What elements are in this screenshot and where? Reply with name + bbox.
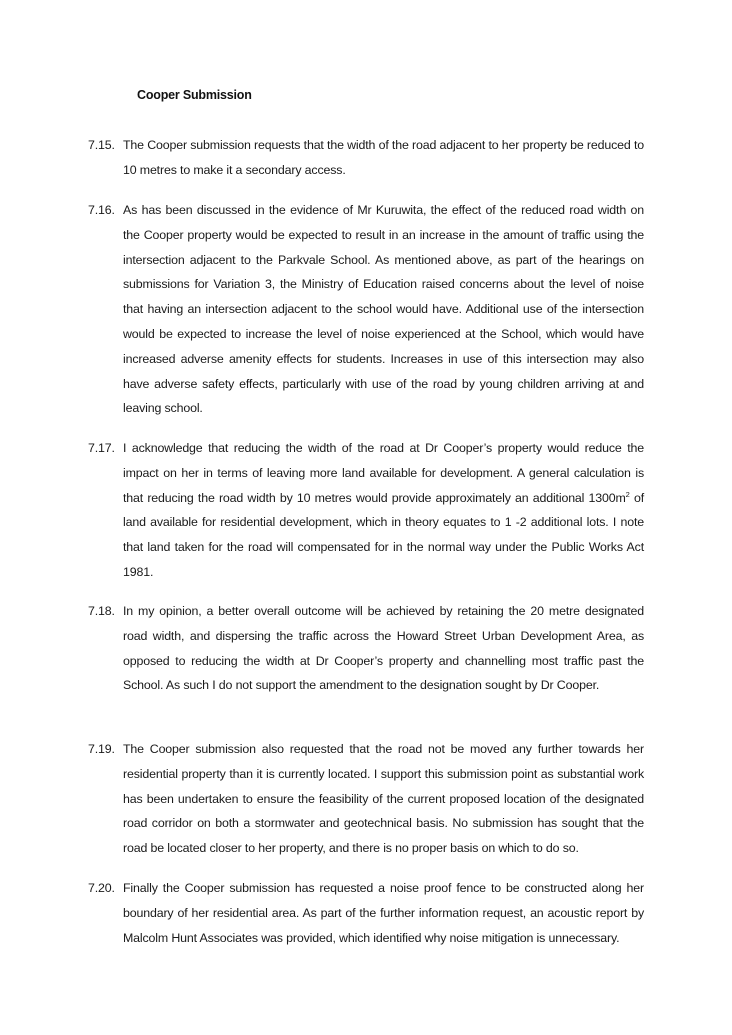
paragraph-text: As has been discussed in the evidence of Mr Kuruwita, the effect of the reduced road width on the Cooper property would be expected to result in an increase in the amount of traffic using the intersection adjacent to the Parkvale School. As mentioned above, as part of the hearings on submissions for Variation 3, the Ministry of Education raised concerns about the level of noise that having an intersection adjacent to the school would have. Additional use of the intersection would be expected to increase the level of noise experienced at the School, which would have increased adverse amenity effects for students. Increases in use of this intersection may also have adverse safety effects, particularly with use of the road by young children arriving at and leaving school. <box>123 203 644 416</box>
paragraph-7-20 <box>88 876 644 950</box>
superscript: 2 <box>625 489 630 499</box>
paragraph-text <box>123 436 644 585</box>
paragraph-number: 7.18. <box>88 604 115 618</box>
text-before-superscript: I acknowledge that reducing the width of the road at Dr Cooper’s property would reduce the impact on her in terms of leaving more land available for development. A general calculation is that reducing the road width by 10 metres would provide approximately an additional 1300m <box>123 441 644 505</box>
paragraph-number: 7.16. <box>88 203 115 217</box>
paragraph-7-19 <box>88 737 644 861</box>
paragraph-number: 7.17. <box>88 441 115 455</box>
paragraph-text: The Cooper submission requests that the width of the road adjacent to her property be reduced to 10 metres to make it a secondary access. <box>123 138 644 177</box>
paragraph-number: 7.19. <box>88 742 115 756</box>
paragraph-text: Finally the Cooper submission has requested a noise proof fence to be constructed along her boundary of her residential area. As part of the further information request, an acoustic report by Malcolm Hunt Associates was provided, which identified why noise mitigation is unnecessary. <box>123 881 644 945</box>
paragraph-7-15 <box>88 133 644 183</box>
paragraph-7-17 <box>88 436 644 585</box>
paragraph-7-18 <box>88 599 644 698</box>
paragraph-text: In my opinion, a better overall outcome will be achieved by retaining the 20 metre designated road width, and dispersing the traffic across the Howard Street Urban Development Area, as opposed to reducing the width at Dr Cooper’s property and channelling most traffic past the School. As such I do not support the amendment to the designation sought by Dr Cooper. <box>123 604 644 693</box>
paragraph-7-16 <box>88 198 644 421</box>
section-heading: Cooper Submission <box>137 88 252 102</box>
paragraph-number: 7.15. <box>88 138 115 152</box>
paragraph-text: The Cooper submission also requested that the road not be moved any further towards her residential property than it is currently located. I support this submission point as substantial work has been undertaken to ensure the feasibility of the current proposed location of the designated road corridor on both a stormwater and geotechnical basis. No submission has sought that the road be located closer to her property, and there is no proper basis on which to do so. <box>123 742 644 856</box>
paragraph-number: 7.20. <box>88 881 115 895</box>
text-after-superscript: of land available for residential development, which in theory equates to 1 -2 additional lots. I note that land taken for the road will compensated for in the normal way under the Public Works Act 1981. <box>123 490 644 579</box>
